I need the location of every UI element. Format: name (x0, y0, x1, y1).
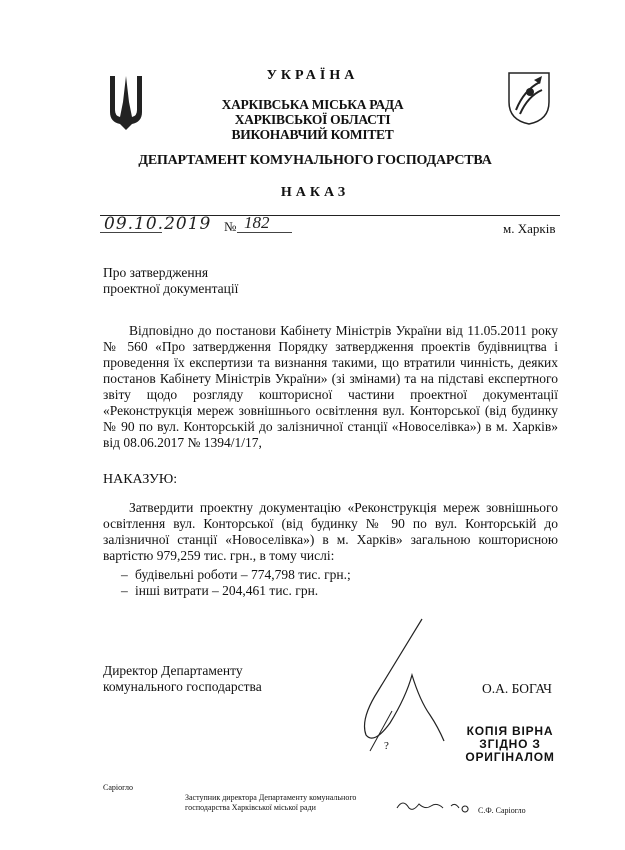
handwritten-number: 182 (244, 213, 270, 232)
number-label: № (224, 219, 237, 234)
handwritten-signature (340, 615, 450, 755)
signer-position (103, 663, 262, 695)
deputy-position (185, 793, 356, 813)
tick-mark: ? (384, 740, 389, 752)
decision-paragraph: Затвердити проектну документацію «Реконструкція мереж зовнішнього освітлення вул. Конторської (від будинку № 90 по вул. Конторській до залізничної станції «Новоселівка») в м. Харків» загальною кошторисною вартістю 979,259 тис. грн., в тому числі: (103, 500, 558, 563)
list-item: – будівельні роботи – 774,798 тис. грн.; (121, 567, 351, 583)
deputy-line: Заступник директора Департаменту комунального (185, 793, 357, 802)
list-item: – інші витрати – 204,461 тис. грн. (121, 583, 351, 599)
department-title: ДЕПАРТАМЕНТ КОМУНАЛЬНОГО ГОСПОДАРСТВА (138, 153, 492, 168)
council-line: ХАРКІВСЬКОЇ ОБЛАСТІ (234, 112, 391, 127)
stamp-line: КОПІЯ ВІРНА (466, 724, 554, 738)
certified-copy-stamp (455, 725, 565, 764)
stamp-line: ЗГІДНО З (479, 737, 541, 751)
decree-word: НАКАЗУЮ: (103, 472, 178, 487)
order-subject (103, 265, 238, 297)
council-line: ВИКОНАВЧИЙ КОМІТЕТ (231, 127, 394, 142)
position-line: комунального господарства (103, 679, 262, 694)
preamble-paragraph: Відповідно до постанови Кабінету Міністрів України від 11.05.2011 року № 560 «Про затвердження Порядку затвердження проектів будівництва і проведення їх експертизи та визнання такими, що втратили чинність, деяких постанов Кабінету Міністрів України» (зі змінами) та на підставі експертного звіту щодо розгляду кошторисної частини проектної документації «Реконструкція мереж зовнішнього освітлення вул. Конторської (від будинку № 90 по вул. Конторській до залізничної станції «Новоселівка») в м. Харків» від 08.06.2017 № 1394/1/17, (103, 323, 558, 450)
council-title (170, 97, 455, 142)
handwritten-date: 09.10.2019 (104, 214, 212, 234)
council-line: ХАРКІВСЬКА МІСЬКА РАДА (221, 97, 404, 112)
subject-line: проектної документації (103, 281, 239, 296)
city-label: м. Харків (503, 221, 556, 236)
kharkiv-coat-of-arms-icon (506, 70, 552, 126)
executor-name: Саріогло (103, 783, 133, 792)
stamp-line: ОРИГІНАЛОМ (465, 750, 555, 764)
deputy-line: господарства Харківської міської ради (185, 803, 316, 812)
document-type: НАКАЗ (280, 185, 350, 200)
subject-line: Про затвердження (103, 265, 209, 280)
deputy-name: С.Ф. Саріогло (478, 806, 526, 815)
country-title: УКРАЇНА (266, 68, 359, 83)
position-line: Директор Департаменту (103, 663, 243, 678)
signer-name: О.А. БОГАЧ (482, 681, 552, 696)
cost-items-list (121, 567, 351, 599)
deputy-signature (395, 796, 473, 814)
trident-icon (106, 72, 146, 132)
